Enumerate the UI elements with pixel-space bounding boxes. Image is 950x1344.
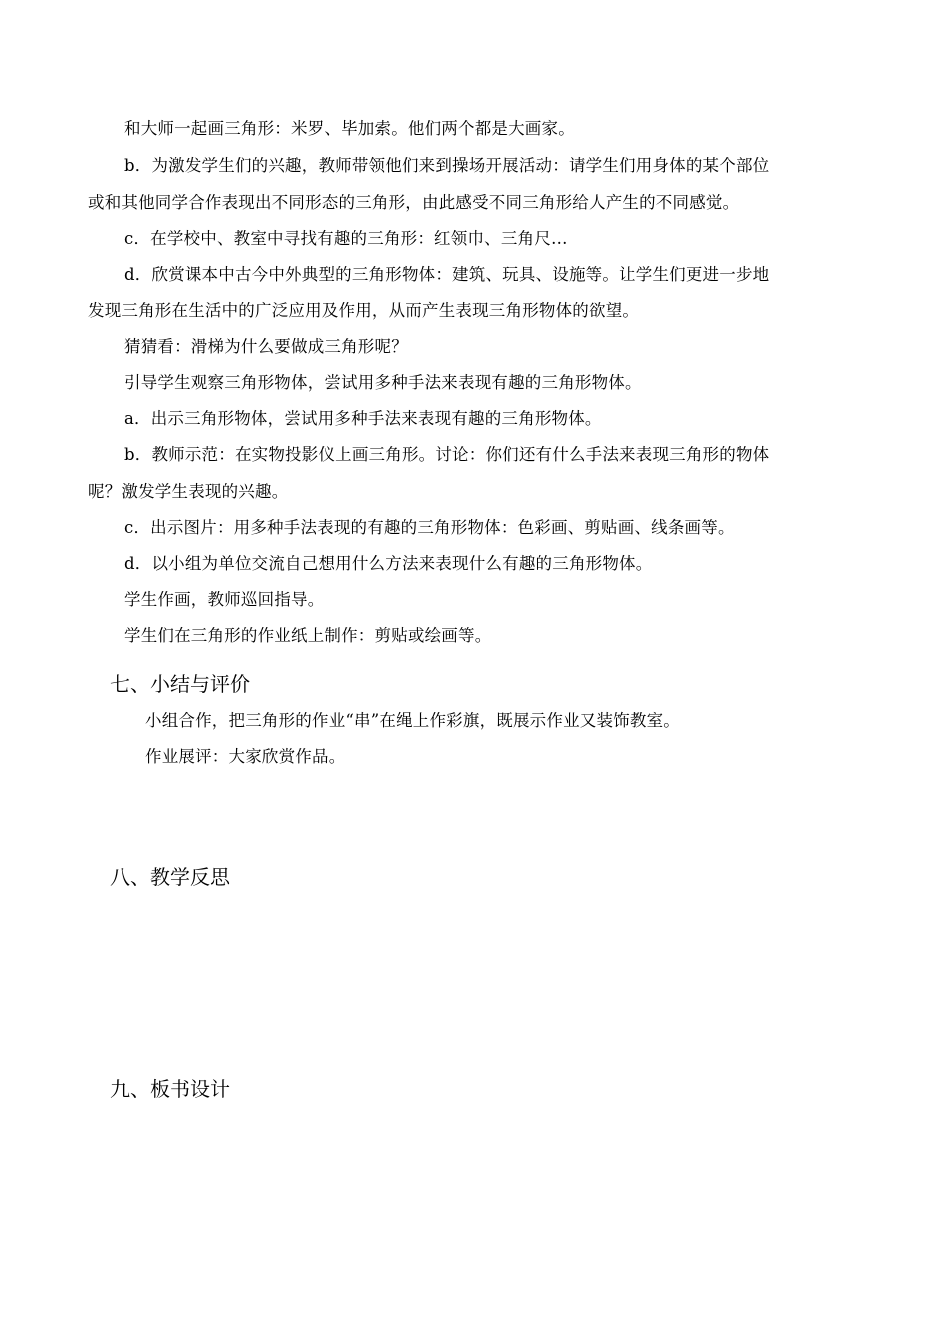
paragraph-teacher-demo-line-2: 呢？激发学生表现的兴趣。 (88, 482, 289, 501)
paragraph-find-triangles: c．在学校中、教室中寻找有趣的三角形：红领巾、三角尺… (124, 229, 568, 248)
section-7-line-2: 作业展评：大家欣赏作品。 (145, 747, 346, 766)
paragraph-appreciate-line-1: d．欣赏课本中古今中外典型的三角形物体：建筑、玩具、设施等。让学生们更进一步地 (124, 265, 770, 284)
section-7-heading: 七、小结与评价 (110, 672, 250, 696)
paragraph-activity-line-2: 或和其他同学合作表现出不同形态的三角形，由此感受不同三角形给人产生的不同感觉。 (88, 193, 740, 212)
paragraph-teacher-demo-line-1: b．教师示范：在实物投影仪上画三角形。讨论：你们还有什么手法来表现三角形的物体 (124, 445, 770, 464)
section-7-line-1: 小组合作，把三角形的作业“串”在绳上作彩旗，既展示作业又装饰教室。 (145, 711, 680, 730)
paragraph-masters-drawing: 和大师一起画三角形：米罗、毕加索。他们两个都是大画家。 (124, 119, 575, 138)
paragraph-show-pictures: c．出示图片：用多种手法表现的有趣的三角形物体：色彩画、剪贴画、线条画等。 (124, 518, 735, 537)
section-9-heading: 九、板书设计 (110, 1077, 230, 1101)
paragraph-guess: 猜猜看：滑梯为什么要做成三角形呢？ (124, 337, 408, 356)
paragraph-group-exchange: d．以小组为单位交流自己想用什么方法来表现什么有趣的三角形物体。 (124, 554, 653, 573)
paragraph-guide-observe: 引导学生观察三角形物体，尝试用多种手法来表现有趣的三角形物体。 (124, 373, 642, 392)
paragraph-students-draw: 学生作画，教师巡回指导。 (124, 590, 325, 609)
paragraph-appreciate-line-2: 发现三角形在生活中的广泛应用及作用，从而产生表现三角形物体的欲望。 (88, 301, 640, 320)
paragraph-show-objects: a．出示三角形物体，尝试用多种手法来表现有趣的三角形物体。 (124, 409, 602, 428)
paragraph-activity-line-1: b．为激发学生们的兴趣，教师带领他们来到操场开展活动：请学生们用身体的某个部位 (124, 156, 770, 175)
paragraph-students-make: 学生们在三角形的作业纸上制作：剪贴或绘画等。 (124, 626, 492, 645)
section-8-heading: 八、教学反思 (110, 865, 230, 889)
